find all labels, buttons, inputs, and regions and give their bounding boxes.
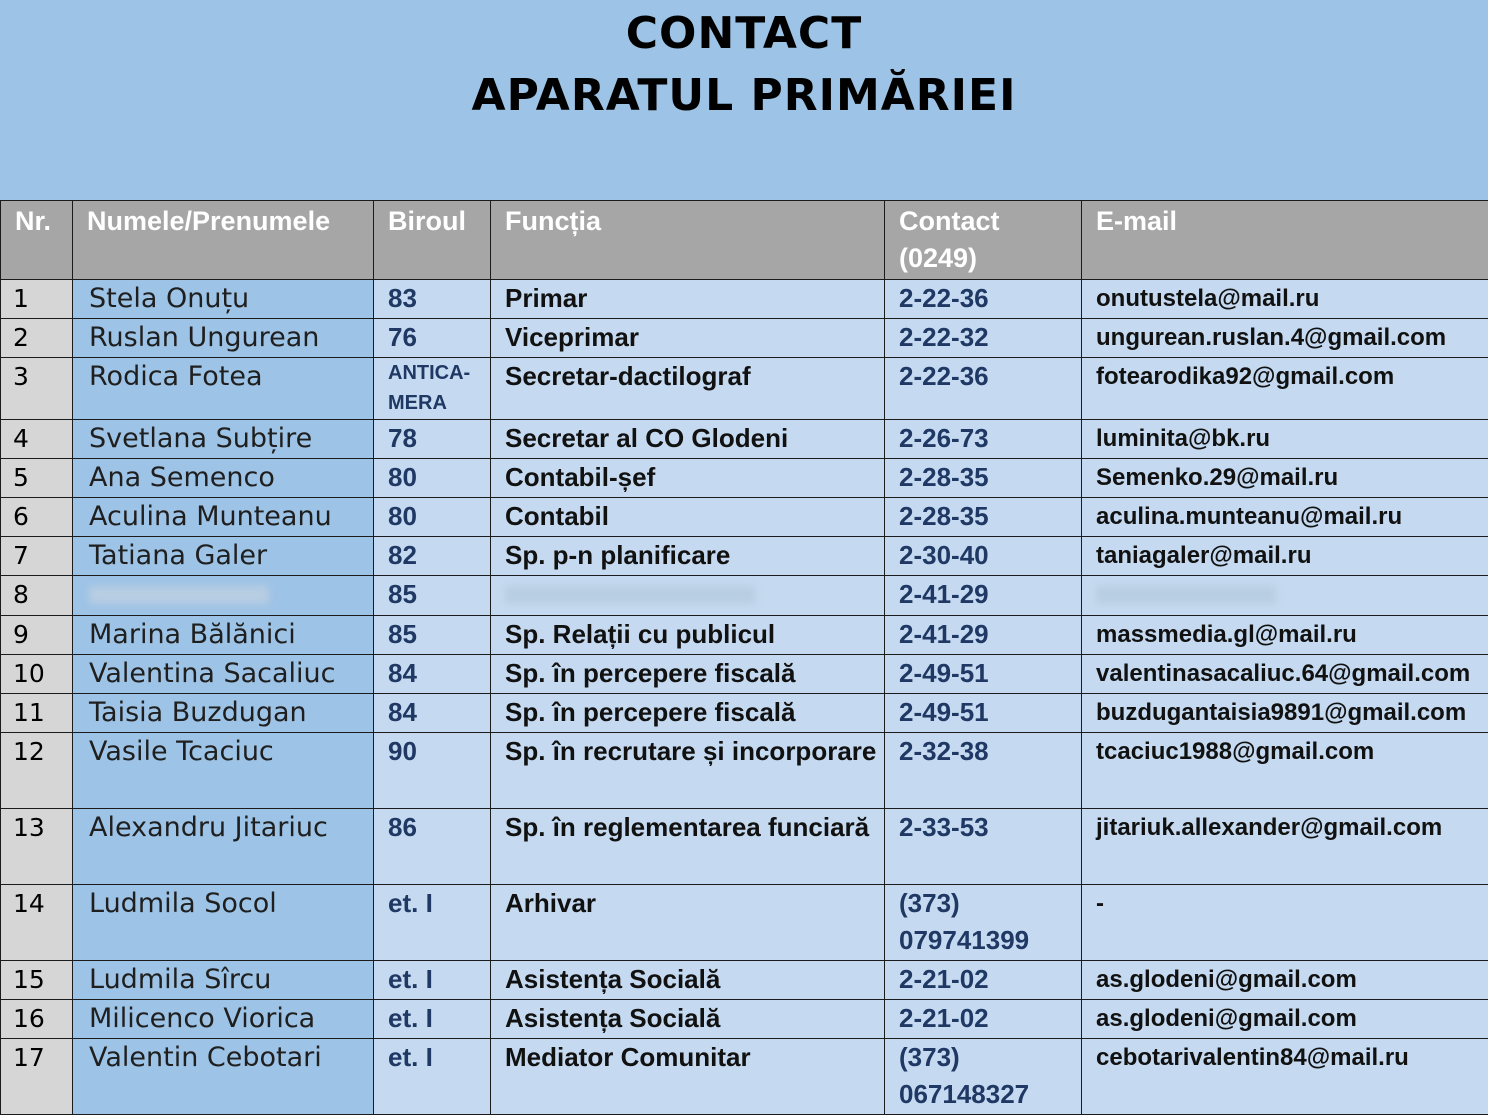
row-number: [1, 1000, 73, 1039]
row-office-text: 82: [388, 540, 417, 570]
row-office: [374, 576, 491, 616]
table-row: [1, 694, 1488, 733]
row-email-text: fotearodika92@gmail.com: [1096, 363, 1395, 390]
row-function: [491, 1000, 885, 1039]
row-email: [1082, 885, 1488, 961]
row-function-text: Secretar-dactilograf: [505, 361, 751, 391]
table-row: [1, 616, 1488, 655]
row-phone: [885, 459, 1082, 498]
row-email: [1082, 1000, 1488, 1039]
row-phone-text: 2-49-51: [899, 658, 989, 688]
row-email: [1082, 733, 1488, 809]
row-email: [1082, 498, 1488, 537]
row-office-text: ANTICA-MERA: [388, 362, 471, 414]
row-office: [374, 358, 491, 420]
row-phone-text: 2-22-36: [899, 283, 989, 313]
row-function-text: Sp. p-n planificare: [505, 540, 731, 570]
row-number-text: 17: [13, 1043, 45, 1072]
row-function: [491, 576, 885, 616]
row-office-text: 80: [388, 501, 417, 531]
row-function-text: Secretar al CO Glodeni: [505, 423, 789, 453]
row-function: [491, 885, 885, 961]
row-function: [491, 694, 885, 733]
row-function: [491, 1039, 885, 1115]
row-function-text: Sp. Relații cu publicul: [505, 619, 776, 649]
row-phone-text: 2-28-35: [899, 462, 989, 492]
row-function: [491, 961, 885, 1000]
row-email: [1082, 280, 1488, 319]
row-email-text: valentinasacaliuc.64@gmail.com: [1096, 660, 1471, 687]
row-phone: [885, 576, 1082, 616]
contact-table: [0, 200, 1488, 1115]
row-phone: [885, 358, 1082, 420]
row-number-text: 8: [13, 580, 29, 609]
column-header-email: E-mail: [1082, 201, 1488, 280]
row-name-text: Rodica Fotea: [89, 361, 263, 392]
row-function-text: Asistența Socială: [505, 964, 721, 994]
column-header-contact: Contact (0249): [885, 201, 1082, 280]
row-office-text: 76: [388, 322, 417, 352]
row-office-text: 86: [388, 812, 417, 842]
row-phone: [885, 616, 1082, 655]
row-function: [491, 616, 885, 655]
row-email-text: Semenko.29@mail.ru: [1096, 464, 1339, 491]
row-office-text: et. I: [388, 1042, 433, 1072]
row-office-text: 85: [388, 579, 417, 609]
row-number-text: 10: [13, 659, 45, 688]
row-phone-text: 2-21-02: [899, 964, 989, 994]
row-email-text: onutustela@mail.ru: [1096, 285, 1320, 312]
row-number: [1, 1039, 73, 1115]
row-phone: [885, 809, 1082, 885]
row-function: [491, 809, 885, 885]
row-function-text: Mediator Comunitar: [505, 1042, 751, 1072]
row-email: [1082, 319, 1488, 358]
row-name-text: Taisia Buzdugan: [89, 697, 307, 728]
row-name-text: Alexandru Jitariuc: [89, 812, 328, 843]
table-body: [1, 280, 1488, 1115]
row-number-text: 6: [13, 502, 29, 531]
row-email: [1082, 358, 1488, 420]
row-number: [1, 498, 73, 537]
row-phone-text: (373) 079741399: [899, 888, 1030, 955]
row-name: [73, 537, 374, 576]
row-name: [73, 280, 374, 319]
row-office: [374, 616, 491, 655]
row-phone-text: 2-33-53: [899, 812, 989, 842]
row-function-text: Contabil: [505, 501, 609, 531]
row-name-text: Ludmila Socol: [89, 888, 277, 919]
row-phone-text: 2-41-29: [899, 619, 989, 649]
row-office-text: et. I: [388, 1003, 433, 1033]
row-email: [1082, 809, 1488, 885]
row-function-text: Asistența Socială: [505, 1003, 721, 1033]
row-email: [1082, 576, 1488, 616]
row-name-text: Milicenco Viorica: [89, 1003, 316, 1034]
table-row: [1, 733, 1488, 809]
row-number: [1, 358, 73, 420]
table-row: [1, 319, 1488, 358]
row-email: [1082, 655, 1488, 694]
row-office: [374, 1000, 491, 1039]
row-number: [1, 809, 73, 885]
row-phone: [885, 733, 1082, 809]
row-email: [1082, 537, 1488, 576]
row-email-text: jitariuk.allexander@gmail.com: [1096, 814, 1443, 841]
row-name: [73, 576, 374, 616]
row-phone: [885, 280, 1082, 319]
row-name: [73, 733, 374, 809]
row-function-text: [505, 586, 755, 604]
row-number: [1, 319, 73, 358]
row-name: [73, 655, 374, 694]
row-name: [73, 1000, 374, 1039]
row-office: [374, 961, 491, 1000]
row-number: [1, 733, 73, 809]
row-office-text: 83: [388, 283, 417, 313]
row-number-text: 1: [13, 284, 29, 313]
row-number: [1, 537, 73, 576]
row-phone-text: (373) 067148327: [899, 1042, 1030, 1109]
row-number-text: 13: [13, 813, 45, 842]
row-office: [374, 1039, 491, 1115]
table-row: [1, 961, 1488, 1000]
table-row: [1, 576, 1488, 616]
row-number-text: 2: [13, 323, 29, 352]
table-row: [1, 1000, 1488, 1039]
row-email-text: aculina.munteanu@mail.ru: [1096, 503, 1403, 530]
row-number: [1, 694, 73, 733]
row-office-text: 84: [388, 658, 417, 688]
row-office: [374, 537, 491, 576]
row-email-text: cebotarivalentin84@mail.ru: [1096, 1044, 1409, 1071]
table-row: [1, 358, 1488, 420]
row-function: [491, 498, 885, 537]
row-function-text: Arhivar: [505, 888, 597, 918]
row-name-text: [89, 586, 269, 604]
row-phone-text: 2-41-29: [899, 579, 989, 609]
row-number-text: 4: [13, 424, 29, 453]
row-function-text: Contabil-șef: [505, 462, 656, 492]
row-name-text: Marina Bălănici: [89, 619, 296, 650]
row-number-text: 9: [13, 620, 29, 649]
row-name: [73, 616, 374, 655]
row-office-text: 78: [388, 423, 417, 453]
row-email-text: [1096, 586, 1276, 604]
table-row: [1, 1039, 1488, 1115]
row-email-text: massmedia.gl@mail.ru: [1096, 621, 1357, 648]
row-function: [491, 280, 885, 319]
row-office: [374, 280, 491, 319]
row-number: [1, 885, 73, 961]
row-function: [491, 459, 885, 498]
row-function: [491, 319, 885, 358]
row-phone-text: 2-49-51: [899, 697, 989, 727]
row-email: [1082, 961, 1488, 1000]
row-number-text: 16: [13, 1004, 45, 1033]
row-phone-text: 2-30-40: [899, 540, 989, 570]
row-email-text: as.glodeni@gmail.com: [1096, 966, 1357, 993]
row-number: [1, 576, 73, 616]
column-header-office: Biroul: [374, 201, 491, 280]
row-name-text: Ruslan Ungurean: [89, 322, 320, 353]
row-phone-text: 2-28-35: [899, 501, 989, 531]
table-row: [1, 885, 1488, 961]
row-office: [374, 420, 491, 459]
row-number-text: 12: [13, 737, 45, 766]
row-name: [73, 885, 374, 961]
row-number-text: 14: [13, 889, 45, 918]
row-function-text: Sp. în percepere fiscală: [505, 658, 796, 688]
row-number: [1, 616, 73, 655]
row-office-text: et. I: [388, 964, 433, 994]
row-office-text: 80: [388, 462, 417, 492]
row-number-text: 3: [13, 362, 29, 391]
table-header-row: [1, 201, 1488, 280]
row-name: [73, 358, 374, 420]
row-office-text: 90: [388, 736, 417, 766]
row-email-text: ungurean.ruslan.4@gmail.com: [1096, 324, 1447, 351]
row-phone-text: 2-22-36: [899, 361, 989, 391]
row-email: [1082, 616, 1488, 655]
row-office: [374, 459, 491, 498]
row-name-text: Valentina Sacaliuc: [89, 658, 336, 689]
row-function-text: Sp. în reglementarea funciară: [505, 812, 870, 842]
table-row: [1, 420, 1488, 459]
row-email-text: tcaciuc1988@gmail.com: [1096, 738, 1375, 765]
row-office-text: 85: [388, 619, 417, 649]
row-email-text: as.glodeni@gmail.com: [1096, 1005, 1357, 1032]
row-name: [73, 1039, 374, 1115]
row-name-text: Tatiana Galer: [89, 540, 268, 571]
table-row: [1, 498, 1488, 537]
row-number: [1, 420, 73, 459]
row-office: [374, 498, 491, 537]
row-email: [1082, 1039, 1488, 1115]
table-row: [1, 809, 1488, 885]
column-header-function: Funcția: [491, 201, 885, 280]
row-function: [491, 358, 885, 420]
row-number: [1, 280, 73, 319]
table-row: [1, 655, 1488, 694]
row-email-text: -: [1096, 890, 1104, 917]
row-name: [73, 420, 374, 459]
row-number-text: 11: [13, 698, 45, 727]
row-name: [73, 694, 374, 733]
row-function-text: Sp. în recrutare și incorporare: [505, 736, 877, 766]
table-row: [1, 537, 1488, 576]
row-phone: [885, 537, 1082, 576]
row-function-text: Viceprimar: [505, 322, 639, 352]
row-function-text: Primar: [505, 283, 588, 313]
page-title: CONTACT: [625, 8, 863, 59]
row-name: [73, 809, 374, 885]
row-office: [374, 885, 491, 961]
row-name: [73, 319, 374, 358]
row-function: [491, 655, 885, 694]
row-phone: [885, 420, 1082, 459]
row-function: [491, 537, 885, 576]
row-phone: [885, 319, 1082, 358]
page-subtitle: APARATUL PRIMĂRIEI: [471, 70, 1017, 121]
row-number-text: 7: [13, 541, 29, 570]
row-number-text: 15: [13, 965, 45, 994]
row-email-text: luminita@bk.ru: [1096, 425, 1271, 452]
row-phone-text: 2-32-38: [899, 736, 989, 766]
column-header-name: Numele/Prenumele: [73, 201, 374, 280]
row-number: [1, 961, 73, 1000]
row-name-text: Valentin Cebotari: [89, 1042, 322, 1073]
table-row: [1, 459, 1488, 498]
row-phone: [885, 961, 1082, 1000]
row-phone-text: 2-22-32: [899, 322, 989, 352]
row-number: [1, 655, 73, 694]
row-name-text: Aculina Munteanu: [89, 501, 332, 532]
row-name-text: Svetlana Subțire: [89, 423, 313, 454]
row-phone: [885, 694, 1082, 733]
row-name: [73, 961, 374, 1000]
row-email: [1082, 694, 1488, 733]
row-name-text: Vasile Tcaciuc: [89, 736, 274, 767]
row-email: [1082, 459, 1488, 498]
row-phone: [885, 885, 1082, 961]
row-phone: [885, 498, 1082, 537]
row-name-text: Ana Semenco: [89, 462, 275, 493]
row-office: [374, 319, 491, 358]
row-name-text: Ludmila Sîrcu: [89, 964, 272, 995]
row-phone: [885, 1039, 1082, 1115]
row-name-text: Stela Onuțu: [89, 283, 250, 314]
page-header: [0, 0, 1488, 200]
row-office-text: 84: [388, 697, 417, 727]
row-number-text: 5: [13, 463, 29, 492]
column-header-nr: Nr.: [1, 201, 73, 280]
row-office-text: et. I: [388, 888, 433, 918]
table-row: [1, 280, 1488, 319]
row-name: [73, 498, 374, 537]
row-email: [1082, 420, 1488, 459]
row-name: [73, 459, 374, 498]
row-phone: [885, 1000, 1082, 1039]
row-office: [374, 694, 491, 733]
row-number: [1, 459, 73, 498]
row-function-text: Sp. în percepere fiscală: [505, 697, 796, 727]
row-function: [491, 420, 885, 459]
row-office: [374, 733, 491, 809]
row-office: [374, 809, 491, 885]
row-office: [374, 655, 491, 694]
row-email-text: taniagaler@mail.ru: [1096, 542, 1312, 569]
row-email-text: buzdugantaisia9891@gmail.com: [1096, 699, 1467, 726]
row-phone: [885, 655, 1082, 694]
row-phone-text: 2-21-02: [899, 1003, 989, 1033]
row-function: [491, 733, 885, 809]
row-phone-text: 2-26-73: [899, 423, 989, 453]
